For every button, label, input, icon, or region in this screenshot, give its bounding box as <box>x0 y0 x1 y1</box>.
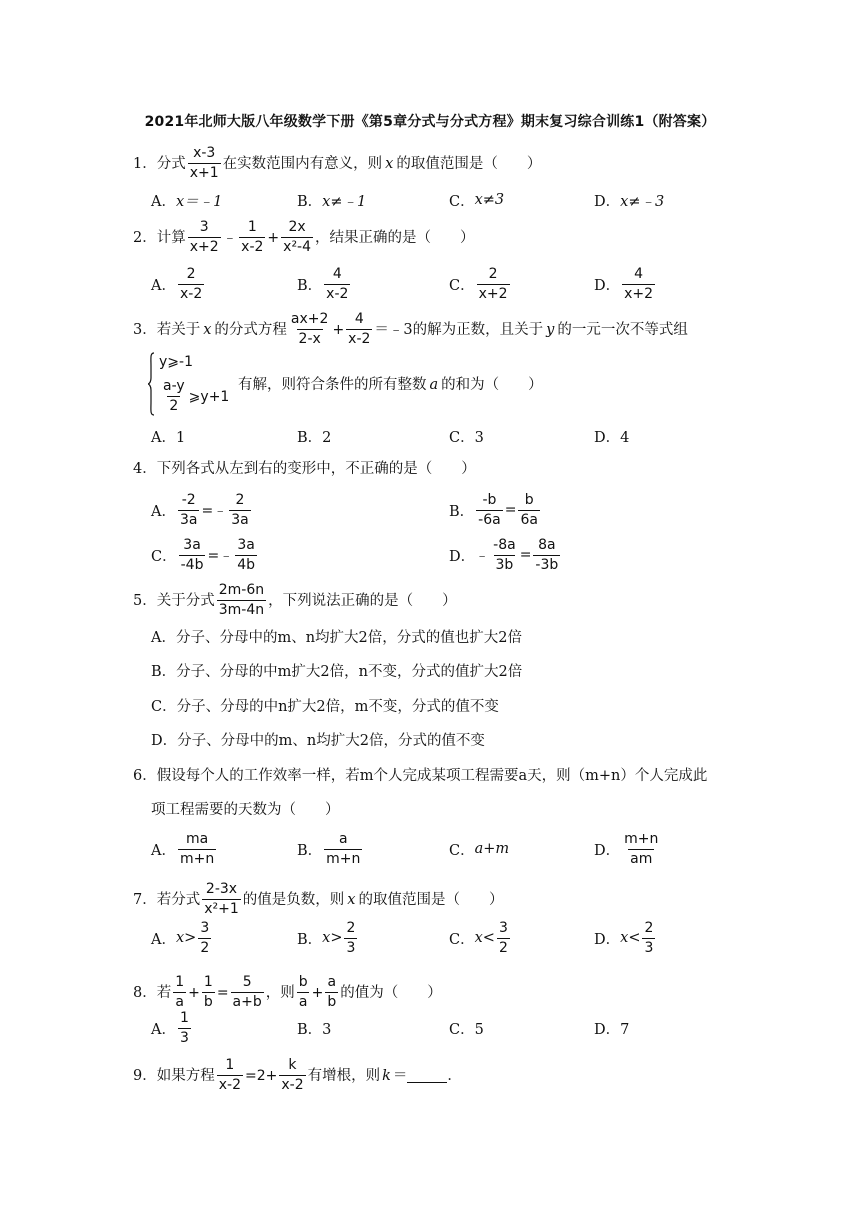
q6-option-c[interactable]: C． a+m <box>449 841 510 859</box>
q2-options <box>151 264 791 304</box>
question-6-line2: 项工程需要的天数为（ ） <box>151 802 340 818</box>
q1-var: x <box>385 155 394 172</box>
q9-number: 9．如果方程 <box>133 1067 215 1084</box>
q5-option-a[interactable]: A．分子、分母中的m、n均扩大2倍，分式的值也扩大2倍 <box>151 630 523 646</box>
q1-options <box>151 180 791 220</box>
q4-text: 4．下列各式从左到右的变形中，不正确的是（ ） <box>133 461 476 477</box>
q8-text: ，则 <box>265 984 295 1001</box>
q3-text1: 的分式方程 <box>214 321 287 338</box>
question-6-line1: 6．假设每个人的工作效率一样，若m个人完成某项工程需要a天，则（m+n）个人完成此 <box>133 768 708 784</box>
q3-options <box>151 416 791 456</box>
q3-text4: 有解，则符合条件的所有整数 <box>238 377 427 393</box>
q8-option-a[interactable]: A． $\frac{1}{3}$ <box>151 1009 189 1046</box>
q4-options-row1 <box>151 490 791 530</box>
q3-option-a[interactable]: A．1 <box>151 429 186 446</box>
q5-fraction: $\frac{2m-6n}{3m-4n}$ <box>218 582 265 618</box>
q3-var-a: a <box>429 377 439 393</box>
q4-option-a[interactable]: A． $\frac{-2}{3a}$ =﹣ $\frac{2}{3a}$ <box>151 491 249 528</box>
q3-plus: + <box>332 321 345 338</box>
q9-answer-blank[interactable] <box>407 1068 447 1083</box>
q8-text2: 的值为（ ） <box>340 984 442 1001</box>
q5-text: ，下列说法正确的是（ ） <box>268 592 457 609</box>
q7-options <box>151 918 791 958</box>
q2-minus: ﹣ <box>222 229 238 246</box>
q6-options <box>151 829 791 869</box>
q3-number: 3．若关于 <box>133 321 201 338</box>
q3-sys-bottom: $\frac{a-y}{2}$ ⩾y+1 <box>163 378 230 414</box>
question-2 <box>133 219 475 256</box>
q3-frac1: $\frac{ax+2}{2-x}$ <box>290 311 329 347</box>
q7-text2: 的取值范围是（ ） <box>358 891 504 908</box>
q2-option-b[interactable]: B． $\frac{4}{x-2}$ <box>297 265 349 302</box>
q2-option-d[interactable]: D． $\frac{4}{x+2}$ <box>594 265 654 302</box>
q9-text: 有增根，则 <box>307 1067 381 1084</box>
q8-option-d[interactable]: D．7 <box>594 1021 630 1038</box>
q5-number: 5．关于分式 <box>133 592 215 609</box>
q7-text: 的值是负数，则 <box>242 891 345 908</box>
q4-option-b[interactable]: B． $\frac{-b}{-6a}$ = $\frac{b}{6a}$ <box>449 491 538 528</box>
q5-option-b[interactable]: B．分子、分母的中m扩大2倍，n不变，分式的值扩大2倍 <box>151 664 523 680</box>
q3-inequality-system <box>147 352 247 418</box>
q5-option-c[interactable]: C．分子、分母的中n扩大2倍，m不变，分式的值不变 <box>151 699 499 715</box>
q1-fraction: $\frac{x-3}{x+1}$ <box>189 145 219 181</box>
q2-frac3: $\frac{2x}{\text{x²-4}}$ <box>283 219 312 255</box>
q3-option-d[interactable]: D．4 <box>594 429 630 446</box>
q6-option-a[interactable]: A． $\frac{ma}{m+n}$ <box>151 830 215 867</box>
q3-line2 <box>238 375 543 395</box>
question-7 <box>133 881 503 918</box>
q3-text5: 的和为（ ） <box>441 377 543 393</box>
question-1 <box>133 145 541 182</box>
q2-option-c[interactable]: C． $\frac{2}{x+2}$ <box>449 265 508 302</box>
question-5 <box>133 582 457 619</box>
q8-number: 8．若 <box>133 984 172 1001</box>
q8-options <box>151 1008 791 1048</box>
q8-option-c[interactable]: C．5 <box>449 1021 484 1038</box>
q3-text2: ＝﹣3的解为正数，且关于 <box>374 321 544 338</box>
q3-option-c[interactable]: C．3 <box>449 429 484 446</box>
q7-option-b[interactable]: B． x> $\frac{2}{3}$ <box>297 919 356 956</box>
q8-option-b[interactable]: B．3 <box>297 1021 332 1038</box>
q2-plus: + <box>267 229 280 246</box>
q1-text: 在实数范围内有意义，则 <box>222 155 383 172</box>
document-title: 2021年北师大版八年级数学下册《第5章分式与分式方程》期末复习综合训练1（附答案） <box>144 114 716 130</box>
q1-option-b[interactable]: B． x≠﹣1 <box>297 193 367 210</box>
q2-option-a[interactable]: A． $\frac{2}{x-2}$ <box>151 265 203 302</box>
q1-option-c[interactable]: C． x≠3 <box>449 192 505 210</box>
q3-text3: 的一元一次不等式组 <box>557 321 688 338</box>
q5-option-d[interactable]: D．分子、分母中的m、n均扩大2倍，分式的值不变 <box>151 733 485 749</box>
q7-var: x <box>347 891 356 908</box>
q7-option-c[interactable]: C． x< $\frac{3}{2}$ <box>449 919 508 956</box>
q1-option-a[interactable]: A． x＝﹣1 <box>151 193 223 210</box>
q4-options-row2 <box>151 535 791 575</box>
q2-number: 2．计算 <box>133 229 186 246</box>
q3-option-b[interactable]: B．2 <box>297 429 332 446</box>
q1-number: 1．分式 <box>133 155 186 172</box>
q4-option-c[interactable]: C． $\frac{3a}{-4b}$ =﹣ $\frac{3a}{4b}$ <box>151 536 255 573</box>
q3-var-x: x <box>203 321 212 338</box>
question-9: 9．如果方程 $\frac{1}{x-2}$ =2+ $\frac{k}{x-2}$ 有增根，则 k ＝ ． <box>133 1057 462 1093</box>
q3-var-y: y <box>546 321 555 338</box>
question-3 <box>133 311 688 348</box>
q1-option-d[interactable]: D． x≠﹣3 <box>594 193 665 210</box>
brace-icon <box>147 352 155 416</box>
q7-fraction: $\frac{2-3x}{\text{x²+1}}$ <box>204 881 239 917</box>
q6-option-d[interactable]: D． $\frac{m+n}{am}$ <box>594 830 659 867</box>
q2-text: ，结果正确的是（ ） <box>315 229 475 246</box>
question-4 <box>133 459 476 479</box>
q9-var: k <box>382 1067 391 1084</box>
q6-option-b[interactable]: B． $\frac{a}{m+n}$ <box>297 830 361 867</box>
q7-option-a[interactable]: A． x> $\frac{3}{2}$ <box>151 919 210 956</box>
q1-text2: 的取值范围是（ ） <box>396 155 542 172</box>
q2-frac1: $\frac{3}{x+2}$ <box>189 219 219 255</box>
q2-frac2: $\frac{1}{x-2}$ <box>241 219 264 255</box>
q7-option-d[interactable]: D． x< $\frac{2}{3}$ <box>594 919 654 956</box>
question-8: 8．若 $\frac{1}{a}$ + $\frac{1}{b}$ = $\frac{5}{a+b}$ ，则 $\frac{b}{a}$ + $\frac{a}{b}$ 的值为（ ） <box>133 974 442 1010</box>
q3-sys-top: y⩾-1 <box>159 354 193 370</box>
q4-option-d[interactable]: D． ﹣ $\frac{-8a}{3b}$ = $\frac{8a}{-3b}$ <box>449 536 559 573</box>
q3-frac2: $\frac{4}{x-2}$ <box>348 311 371 347</box>
q7-number: 7．若分式 <box>133 891 201 908</box>
